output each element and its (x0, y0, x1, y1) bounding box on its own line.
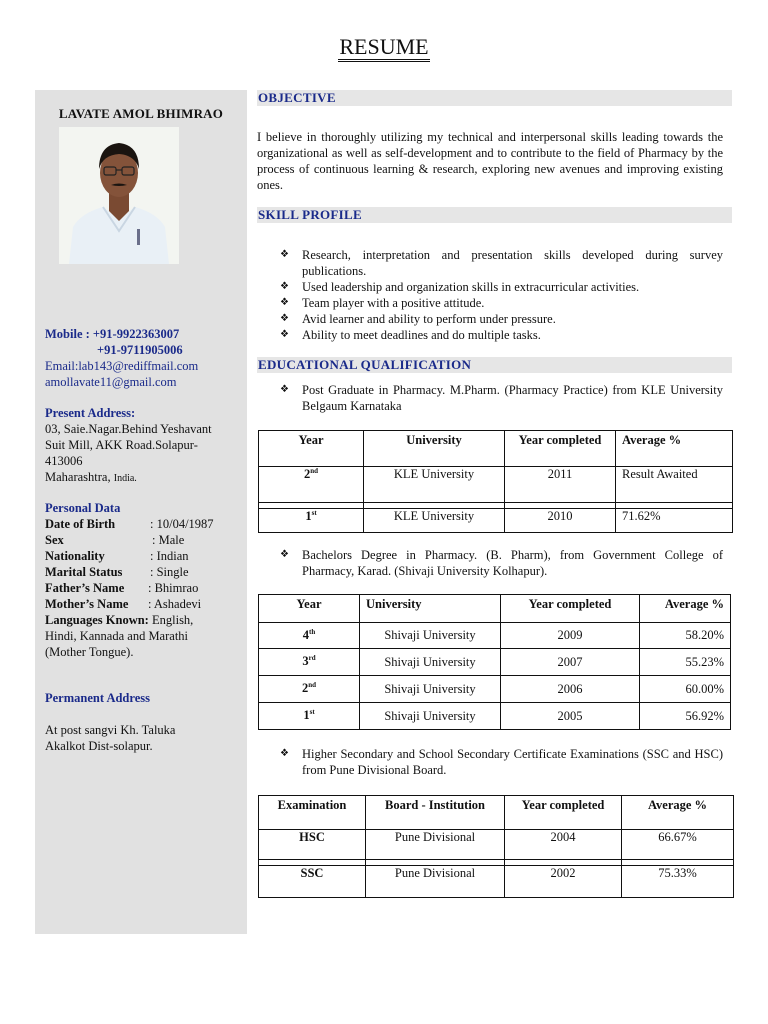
mobile-label: Mobile : (45, 327, 90, 341)
sidebar (35, 90, 247, 934)
table-header: Year completed (505, 796, 622, 830)
table-row: SSC Pune Divisional 2002 75.33% (259, 866, 734, 898)
present-address-country: India. (113, 473, 137, 484)
table-header: Year completed (505, 431, 616, 467)
table-header: University (360, 595, 501, 623)
permanent-address-block (45, 690, 245, 754)
table-row: 2nd KLE University 2011 Result Awaited (259, 467, 733, 503)
personal-data-label: Personal Data (45, 501, 121, 515)
list-item: ❖ Higher Secondary and School Secondary Certificate Examinations (SSC and HSC) from Pune Divisional Board. (280, 746, 723, 778)
education-heading: EDUCATIONAL QUALIFICATION (257, 357, 732, 373)
present-address-line: Maharashtra, (45, 470, 111, 484)
languages-value: (Mother Tongue). (45, 645, 134, 659)
present-address-line: 03, Saie.Nagar.Behind Yeshavant (45, 422, 212, 436)
email-1[interactable]: Email:lab143@rediffmail.com (45, 359, 199, 373)
table-row: 2nd Shivaji University 2006 60.00% (259, 676, 731, 703)
pg-description (280, 382, 723, 414)
candidate-name: LAVATE AMOL BHIMRAO (58, 106, 224, 121)
table-header: Average % (640, 595, 731, 623)
table-row: 1st Shivaji University 2005 56.92% (259, 703, 731, 730)
table-header: Average % (622, 796, 734, 830)
ug-table (258, 594, 731, 730)
present-address-line: Suit Mill, AKK Road.Solapur- (45, 438, 198, 452)
table-row: 1st KLE University 2010 71.62% (259, 509, 733, 533)
table-header: Board - Institution (366, 796, 505, 830)
table-header: Year completed (501, 595, 640, 623)
list-item: ❖ Ability to meet deadlines and do multiple tasks. (280, 327, 723, 343)
permanent-address-line: Akalkot Dist-solapur. (45, 739, 153, 753)
personal-row: Marital Status : Single (45, 565, 189, 579)
email-2[interactable]: amollavate11@gmail.com (45, 375, 177, 389)
list-item: ❖ Post Graduate in Pharmacy. M.Pharm. (Pharmacy Practice) from KLE University Belgaum Karnataka (280, 382, 723, 414)
objective-text: I believe in thoroughly utilizing my technical and interpersonal skills leading towards the organizational as well as self-development and to contribute to the field of Pharmacy by the process of continuous learning & research, exploring new avenues and improving existing ones. (257, 130, 723, 192)
list-item: ❖ Team player with a positive attitude. (280, 295, 723, 311)
ug-description (280, 547, 723, 579)
table-header: University (364, 431, 505, 467)
skill-list (280, 247, 723, 343)
table-row: HSC Pune Divisional 2004 66.67% (259, 830, 734, 860)
languages-value: Hindi, Kannada and Marathi (45, 629, 189, 643)
personal-data-block (45, 500, 245, 660)
pg-table (258, 430, 733, 533)
personal-row: Mother’s Name : Ashadevi (45, 597, 202, 611)
mobile-number-1: +91-9922363007 (92, 327, 180, 341)
skill-profile-heading: SKILL PROFILE (257, 207, 732, 223)
present-address-line: 413006 (45, 454, 83, 468)
languages-label: Languages Known: (45, 613, 149, 627)
list-item: ❖ Bachelors Degree in Pharmacy. (B. Pharm), from Government College of Pharmacy, Karad. (Shivaji University Kolhapur). (280, 547, 723, 579)
profile-photo (59, 127, 179, 264)
languages-value: English, (151, 613, 194, 627)
list-item: ❖ Used leadership and organization skills in extracurricular activities. (280, 279, 723, 295)
list-item: ❖ Avid learner and ability to perform under pressure. (280, 311, 723, 327)
personal-row: Sex : Male (45, 533, 185, 547)
table-header: Year (259, 431, 364, 467)
personal-row: Nationality : Indian (45, 549, 189, 563)
school-table (258, 795, 734, 898)
mobile-number-2: +91-9711905006 (97, 343, 183, 357)
table-row: 3rd Shivaji University 2007 55.23% (259, 649, 731, 676)
personal-row: Date of Birth : 10/04/1987 (45, 517, 214, 531)
permanent-address-label: Permanent Address (45, 691, 150, 705)
page-title: RESUME (0, 34, 768, 60)
table-row: 4th Shivaji University 2009 58.20% (259, 623, 731, 649)
list-item: ❖ Research, interpretation and presentation skills developed during survey publications. (280, 247, 723, 279)
personal-row: Father’s Name : Bhimrao (45, 581, 199, 595)
table-header: Examination (259, 796, 366, 830)
contact-block (45, 326, 245, 390)
school-description (280, 746, 723, 778)
table-header: Year (259, 595, 360, 623)
permanent-address-line: At post sangvi Kh. Taluka (45, 723, 176, 737)
present-address-label: Present Address: (45, 406, 136, 420)
table-header: Average % (616, 431, 733, 467)
objective-heading: OBJECTIVE (257, 90, 732, 106)
present-address-block (45, 405, 245, 487)
